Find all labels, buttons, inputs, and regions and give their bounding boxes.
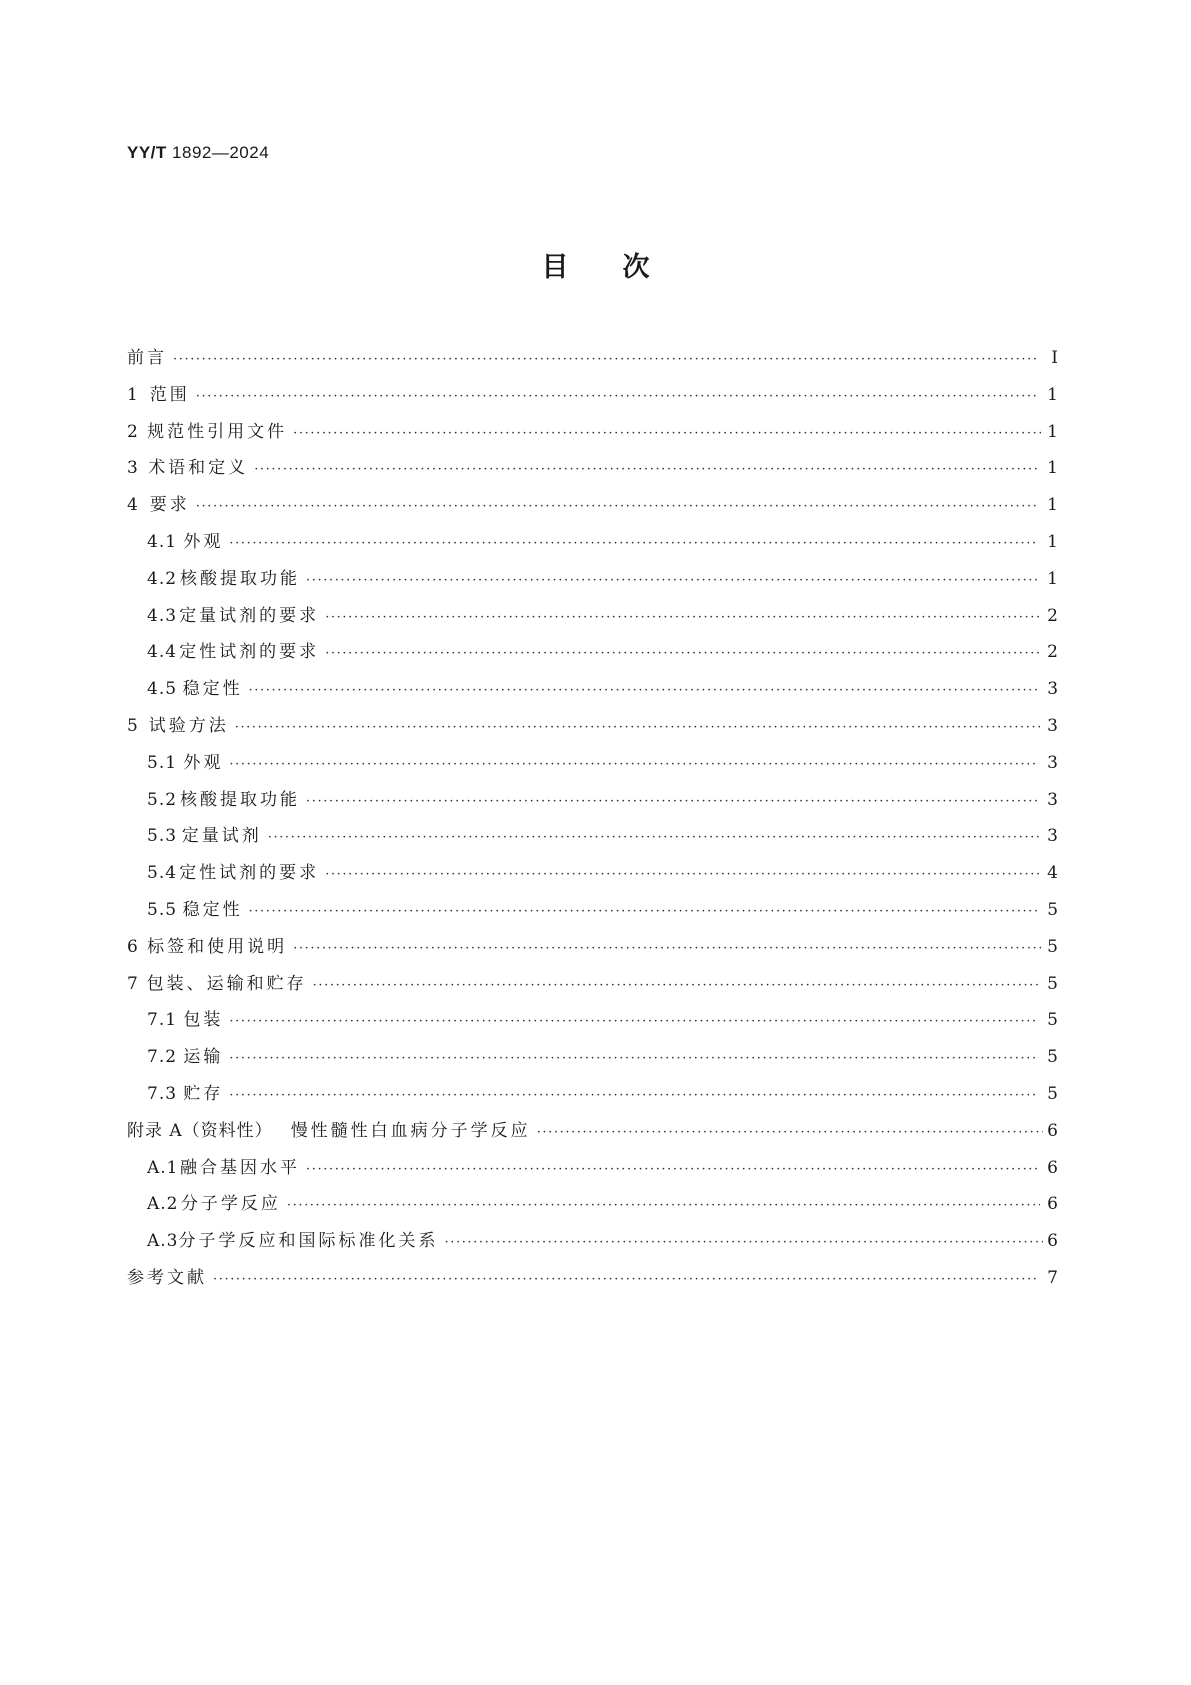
toc-title: 目次	[541, 252, 704, 283]
toc-entry-page: 6	[1047, 1231, 1058, 1252]
toc-entry[interactable]	[127, 340, 1058, 377]
toc-entry-page: 3	[1047, 752, 1058, 773]
toc-dot-leader	[196, 379, 1039, 416]
toc-entry-number: 5.2	[147, 789, 178, 810]
toc-entry-title: 范围	[149, 384, 190, 405]
toc-entry-number: 3	[127, 458, 139, 479]
toc-entry[interactable]	[127, 671, 1058, 708]
toc-entry-page: 1	[1047, 495, 1058, 516]
toc-entry[interactable]	[127, 377, 1058, 414]
toc-entry-number: 4.3	[147, 605, 178, 626]
toc-entry-number: 4	[127, 495, 139, 516]
toc-entry[interactable]	[127, 818, 1058, 855]
toc-dot-leader	[537, 1115, 1043, 1152]
toc-entry-number: 4.2	[147, 568, 178, 589]
toc-dot-leader	[229, 747, 1039, 784]
toc-entry[interactable]	[127, 855, 1058, 892]
toc-entry-page: 1	[1047, 458, 1058, 479]
toc-entry-number: A.1	[147, 1157, 179, 1178]
toc-dot-leader	[325, 636, 1041, 673]
toc-entry-title: 试验方法	[148, 715, 229, 736]
toc-entry[interactable]	[127, 1260, 1058, 1297]
toc-entry-number: 4.4	[147, 642, 178, 663]
toc-dot-leader	[213, 1262, 1039, 1299]
toc-entry[interactable]	[127, 634, 1058, 671]
toc-dot-leader	[325, 600, 1041, 637]
toc-entry-page: 2	[1047, 642, 1058, 663]
toc-entry-page: 3	[1047, 679, 1059, 700]
toc-dot-leader	[229, 1004, 1039, 1041]
toc-entry-page: 1	[1047, 384, 1058, 405]
toc-entry-page: 5	[1047, 1047, 1058, 1068]
toc-entry-title: 核酸提取功能	[180, 568, 301, 589]
toc-entry-number: 7.1	[147, 1010, 178, 1031]
toc-entry-page: 3	[1047, 789, 1058, 810]
toc-dot-leader	[196, 489, 1039, 526]
toc-entry-number: 4.1	[147, 531, 178, 552]
toc-dot-leader	[306, 1152, 1041, 1189]
toc-entry-title: 定量试剂	[181, 826, 262, 847]
toc-entry-title: 慢性髓性白血病分子学反应	[290, 1120, 531, 1141]
toc-entry-page: 6	[1047, 1120, 1058, 1141]
toc-entry[interactable]	[127, 1002, 1058, 1039]
toc-entry-title: 稳定性	[182, 899, 243, 920]
toc-entry[interactable]	[127, 745, 1058, 782]
toc-entry-title: 贮存	[183, 1083, 224, 1104]
toc-entry-page: 1	[1047, 568, 1058, 589]
toc-entry-number: 5.1	[147, 752, 178, 773]
toc-entry-title: 术语和定义	[148, 458, 249, 479]
toc-entry[interactable]	[127, 1076, 1058, 1113]
toc-entry-title: 包装、运输和贮存	[146, 973, 307, 994]
toc-entry-title: 分子学反应和国际标准化关系	[178, 1231, 439, 1252]
toc-entry[interactable]	[127, 782, 1058, 819]
toc-entry-number: 5.5	[147, 899, 178, 920]
toc-entry-number: A.3	[147, 1231, 179, 1252]
toc-entry-title: 参考文献	[127, 1267, 207, 1288]
toc-entry-page: 3	[1047, 826, 1058, 847]
toc-entry[interactable]	[127, 1186, 1058, 1223]
toc-entry[interactable]	[127, 598, 1058, 635]
toc-entry-number: 7.3	[147, 1083, 178, 1104]
toc-entry-title: 运输	[183, 1047, 224, 1068]
toc-entry-page: 5	[1047, 973, 1058, 994]
toc-entry-page: 6	[1047, 1194, 1058, 1215]
toc-entry-title: 前言	[127, 348, 167, 368]
toc-dot-leader	[293, 416, 1040, 453]
toc-entry-number: 5	[127, 715, 139, 736]
toc-entry-title: 分子学反应	[180, 1194, 281, 1215]
toc-entry[interactable]	[127, 892, 1058, 929]
toc-dot-leader	[306, 563, 1041, 600]
toc-entry[interactable]	[127, 487, 1058, 524]
toc-entry-title: 核酸提取功能	[180, 789, 301, 810]
toc-dot-leader	[325, 857, 1041, 894]
toc-entry[interactable]	[127, 414, 1058, 451]
toc-entry-title: 定性试剂的要求	[179, 863, 320, 884]
toc-dot-leader	[173, 342, 1038, 379]
toc-entry-page: 1	[1047, 421, 1058, 442]
toc-dot-leader	[229, 1041, 1039, 1078]
document-code	[127, 143, 269, 163]
toc-entry-page: 5	[1047, 1083, 1058, 1104]
toc-dot-leader	[254, 452, 1040, 489]
toc-dot-leader	[268, 820, 1040, 857]
toc-entry-number: 2	[127, 421, 139, 442]
toc-entry-title: 外观	[183, 752, 224, 773]
toc-dot-leader	[235, 710, 1040, 747]
toc-entry-page: 6	[1047, 1157, 1058, 1178]
toc-entry-page: 5	[1047, 1010, 1058, 1031]
toc-entry-title: 包装	[183, 1010, 224, 1031]
toc-entry-title: 稳定性	[182, 679, 243, 700]
toc-entry-page: 5	[1047, 899, 1059, 920]
toc-entry[interactable]	[127, 561, 1058, 598]
toc-entry[interactable]	[127, 708, 1058, 745]
toc-entry-page: 7	[1047, 1267, 1058, 1288]
document-code-prefix: YY/T	[127, 143, 167, 162]
toc-dot-leader	[249, 894, 1040, 931]
toc-entry-title: 外观	[183, 531, 224, 552]
toc-dot-leader	[445, 1225, 1044, 1262]
toc-entry[interactable]	[127, 1150, 1058, 1187]
toc-entry-title: 定性试剂的要求	[179, 642, 320, 663]
table-of-contents	[127, 340, 1058, 1297]
toc-entry[interactable]	[127, 1113, 1058, 1150]
toc-entry-number: 7.2	[147, 1047, 178, 1068]
toc-entry-page: 5	[1047, 936, 1058, 957]
toc-entry[interactable]	[127, 450, 1058, 487]
toc-entry-page: 4	[1047, 863, 1058, 884]
toc-entry-number: 5.4	[147, 863, 178, 884]
toc-entry[interactable]	[127, 1039, 1058, 1076]
toc-entry-page: 2	[1047, 605, 1058, 626]
toc-entry[interactable]	[127, 524, 1058, 561]
toc-entry-page: I	[1051, 348, 1058, 368]
toc-dot-leader	[306, 784, 1041, 821]
toc-entry-number: 6	[127, 936, 139, 957]
toc-entry-number: 附录 A（资料性）	[127, 1120, 273, 1141]
toc-dot-leader	[229, 526, 1039, 563]
toc-entry-title: 要求	[149, 495, 190, 516]
toc-dot-leader	[313, 968, 1041, 1005]
toc-entry-title: 定量试剂的要求	[179, 605, 320, 626]
toc-entry-title: 融合基因水平	[180, 1157, 301, 1178]
toc-dot-leader	[229, 1078, 1039, 1115]
toc-entry-title: 规范性引用文件	[147, 421, 288, 442]
toc-entry[interactable]	[127, 1223, 1058, 1260]
toc-entry-number: 7	[127, 973, 139, 994]
toc-entry-page: 1	[1047, 531, 1058, 552]
toc-entry-page: 3	[1047, 715, 1058, 736]
toc-dot-leader	[287, 1188, 1041, 1225]
toc-entry-number: 5.3	[147, 826, 178, 847]
toc-entry-number: 1	[127, 384, 139, 405]
toc-entry-number: 4.5	[147, 679, 178, 700]
toc-dot-leader	[249, 673, 1040, 710]
document-code-number: 1892—2024	[172, 143, 270, 162]
toc-entry[interactable]	[127, 929, 1058, 966]
toc-entry-title: 标签和使用说明	[147, 936, 288, 957]
toc-entry[interactable]	[127, 966, 1058, 1003]
toc-dot-leader	[293, 931, 1040, 968]
toc-entry-number: A.2	[147, 1194, 179, 1215]
